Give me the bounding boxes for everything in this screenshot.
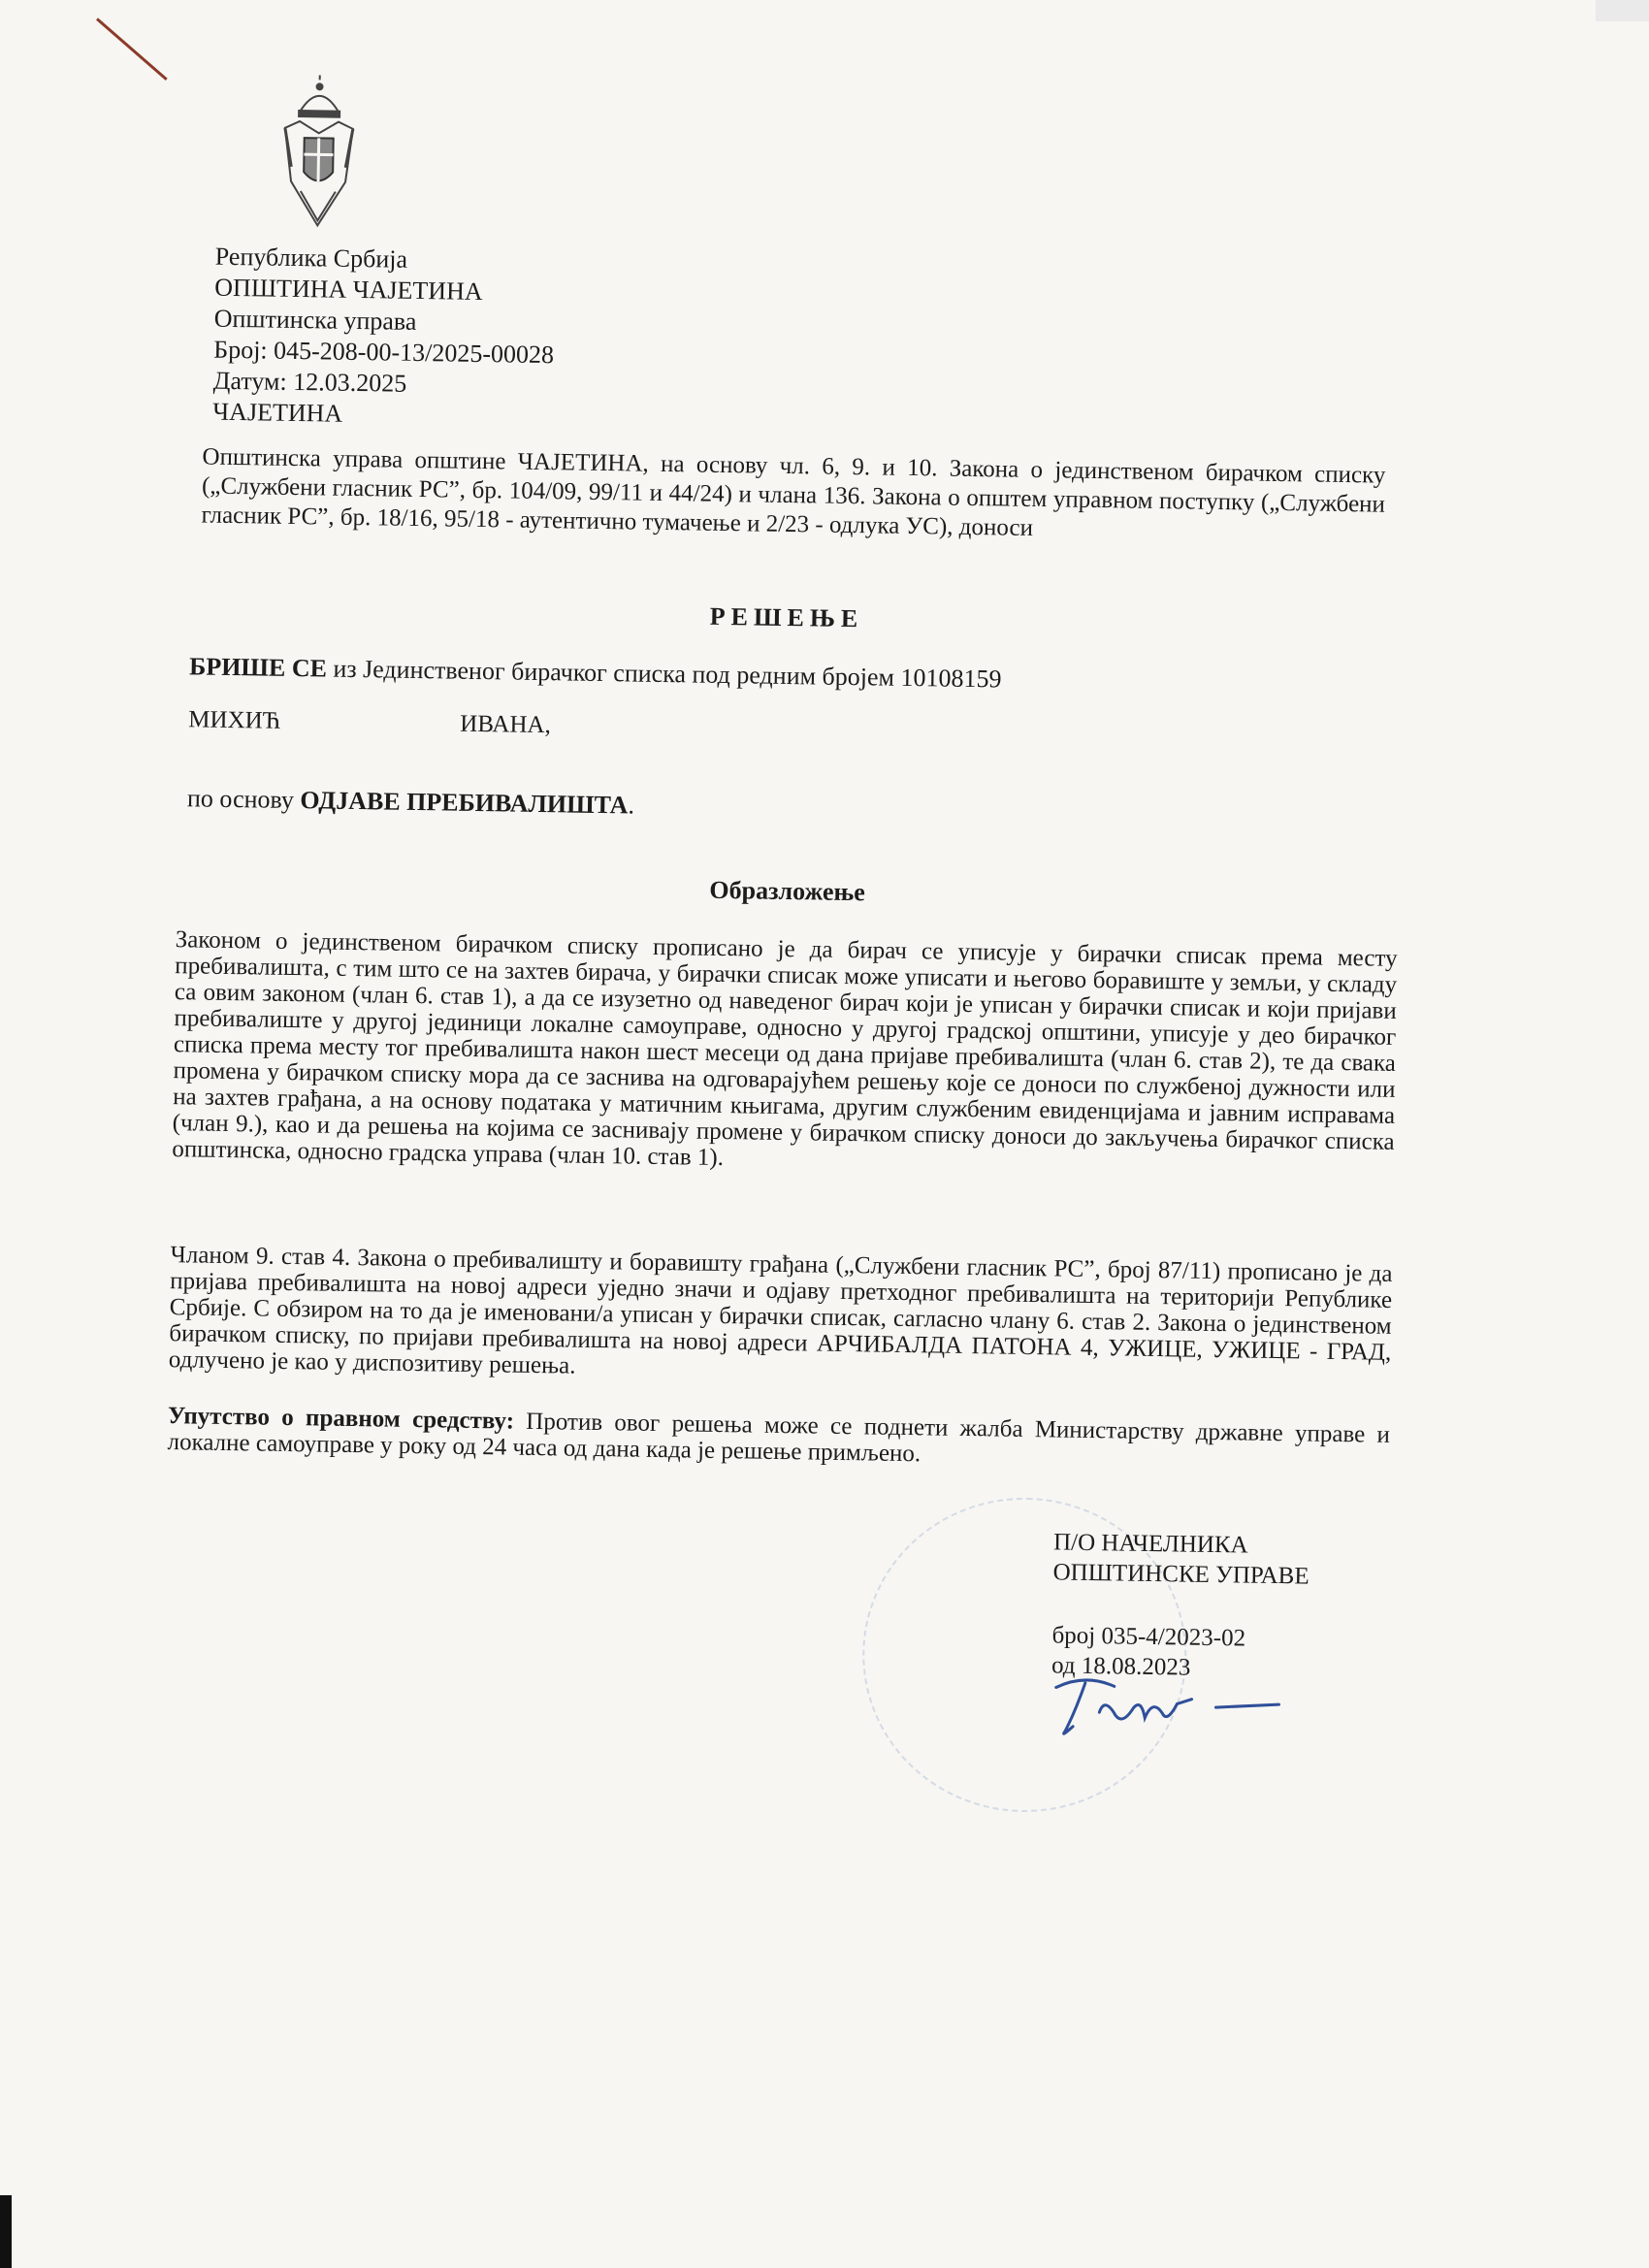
signatory-title-2: ОПШТИНСКЕ УПРАВЕ [1052, 1559, 1310, 1590]
municipality-name: ОПШТИНА ЧАЈЕТИНА [214, 273, 483, 307]
signature-block [1051, 1527, 1310, 1684]
document-header [212, 242, 556, 433]
reasoning-title: Образложење [709, 875, 865, 907]
deletion-basis [187, 784, 634, 820]
document-date: Датум: 12.03.2025 [212, 366, 407, 398]
signatory-title-1: П/О НАЧЕЛНИКА [1052, 1529, 1248, 1559]
reasoning-paragraph-1: Законом о јединственом бирачком списку прописано је да бирач се уписује у бирачки списак према месту пребивалишта, с тим што се на захтев бирача, у бирачки списак може уписати и његово боравиште у земљи, у складу са овим законом (члан 6. став 1), а да се изузетно од наведеног бирач који је уписан у бирачки списак и који пријави пребивалиште у другој јединици локалне самоуправе, односно у другој градској општини, уписује у део бирачког списка према месту тог пребивалишта након шест месеци од дана пријаве пребивалишта (члан 6. став 2), те да свака промена у бирачком списку мора да се заснива на одговарајућем решењу које се доноси по службеној дужности или на захтев грађана, а на основу података у матичним књигама, другим службеним евиденцијама и јавним исправама (члан 9.), као и да решења на којима се заснивају промене у бирачком списку доноси до закључења бирачког списка општинска, односно градска управа (члан 10. став 1). [172, 926, 1398, 1172]
deletion-lead: БРИШЕ СЕ [188, 652, 328, 683]
basis-lead: по основу [186, 784, 301, 815]
signatory-ref-date: од 18.08.2023 [1051, 1652, 1191, 1681]
intro-paragraph: Општинска управа општине ЧАЈЕТИНА, на основу чл. 6, 9. и 10. Закона о јединственом бирачком списку („Службени гласник РС”, бр. 104/09, 99/11 и 44/24) и члана 136. Закона о општем управном поступку („Службени гласник РС”, бр. 18/16, 95/18 - аутентично тумачење и 2/23 - одлука УС), доноси [201, 443, 1386, 541]
scan-pen-mark [96, 17, 168, 81]
deletion-statement [189, 652, 1002, 694]
person-surname: МИХИЋ [188, 706, 281, 734]
legal-remedy-paragraph [167, 1403, 1390, 1474]
document-place: ЧАЈЕТИНА [212, 397, 343, 428]
person-given-name: ИВАНА, [460, 710, 552, 739]
legal-remedy-text: Против овог решења може се поднети жалба Министарству државне управе и локалне самоуправе у року од 24 часа од дана када је решење примљено. [167, 1408, 1391, 1468]
basis-end: . [628, 791, 635, 820]
decision-title: РЕШЕЊЕ [709, 601, 864, 633]
scan-edge-mark [0, 2195, 12, 2268]
handwritten-signature [1046, 1668, 1357, 1750]
scan-edge-band [1596, 0, 1649, 21]
person-name [188, 706, 552, 739]
reasoning-paragraph-2: Чланом 9. став 4. Закона о пребивалишту и боравишту грађана („Службени гласник РС”, број 87/11) прописано је да пријава пребивалишта на новој адреси уједно значи и одјаву претходног пребивалишта на територији Републике Србије. С обзиром на то да је именовани/а уписан у бирачки списак, сагласно члану 6. став 2. Закона о јединственом бирачком списку, по пријави пребивалишта на новој адреси АРЧИБАЛДА ПАТОНА 4, УЖИЦЕ, УЖИЦЕ - ГРАД, одлучено је као у диспозитиву решења. [168, 1242, 1393, 1379]
legal-remedy-label: Упутство о правном средству: [167, 1403, 515, 1435]
signatory-ref-number: број 035-4/2023-02 [1051, 1622, 1246, 1652]
basis-reason: ОДЈАВЕ ПРЕБИВАЛИШТА [300, 786, 629, 820]
document-number: Број: 045-208-00-13/2025-00028 [213, 335, 555, 370]
coat-of-arms-icon [278, 75, 359, 236]
country-name: Република Србија [214, 242, 408, 274]
deletion-rest: из Јединственог бирачког списка под редним бројем 10108159 [326, 654, 1002, 694]
authority-name: Општинска управа [213, 304, 417, 336]
document-page [167, 58, 1416, 1681]
